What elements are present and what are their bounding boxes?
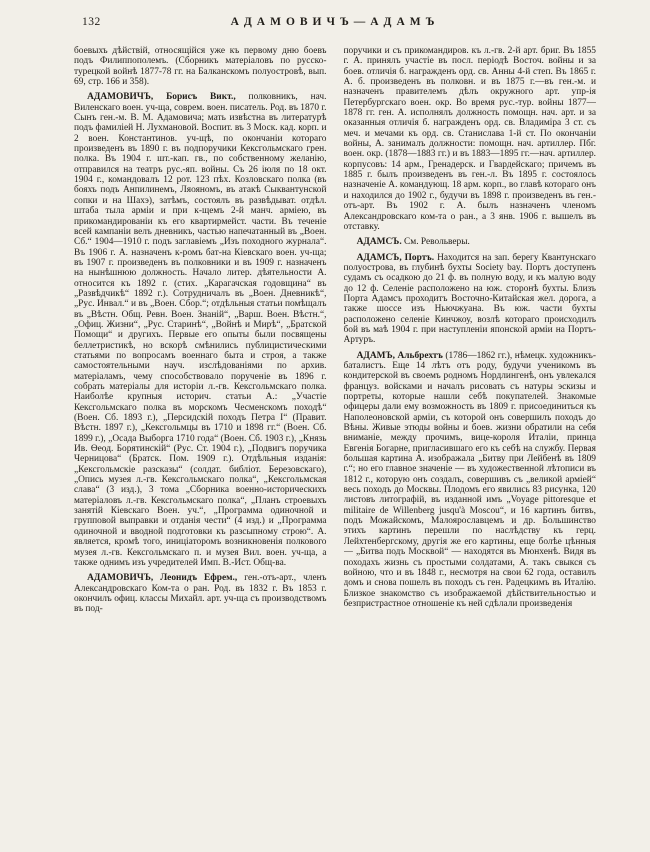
entry-headword: АДАМЪ, Альбрехтъ (356, 350, 446, 361)
entry-headword: АДАМСЪ. (356, 237, 405, 248)
entry-paragraph: АДАМОВИЧЪ, Леонидъ Ефрем., ген.-отъ-арт., членъ Александровскаго Ком-та о ран. Род. въ 1832 г. Въ 1853 г. окончилъ офиц. классы Михайл. арт. уч-ща съ производствомъ въ под- (74, 573, 327, 615)
running-header (74, 16, 596, 34)
continuation-paragraph: поручики и съ прикомандиров. къ л.-гв. 2-й арт. бриг. Въ 1855 г. А. принялъ участіе въ посл. періодѣ Восточ. войны и за боев. отличія б. награжденъ орд. св. Анны 4-й степ. Въ 1865 г. А. б. произведенъ въ полковн. и въ 1875 г.—въ ген.-м. и назначенъ правителемъ дѣлъ окружного арт. упр-ія Петербургскаго воен. окр. Во время рус.-тур. войны 1877—1878 гг. ген. А. исполнялъ должность помощн. нач. арт. и за оказанныя отличія б. награжденъ орд. св. Владиміра 3 ст. съ меч. и мечами къ орд. св. Станислава 1-й ст. По окончаніи войны, А. занималъ должности: помощн. нач. артиллер. Пбг. воен. окр. (1878—1883 гг.) и въ 1883—1895 гг.—нач. артиллер. корпусовъ: 14 арм., Гренадерск. и Гвардейскаго; причемъ въ 1885 г. былъ произведенъ въ ген.-л. Въ 1895 г. состоялось назначеніе А. командующ. 18 арм. корп., во главѣ котораго онъ и находился до 1902 г., будучи въ 1898 г. произведенъ въ ген.-отъ-арт. Въ 1902 г. А. былъ назначенъ членомъ Александровскаго ком-та о ран., а 3 янв. 1906 г. вышелъ въ отставку. (343, 46, 596, 232)
continuation-paragraph: боевыхъ дѣйствій, относящійся уже къ первому дню боевъ подъ Филиппополемъ. (Сборникъ матеріаловъ по русско-турецкой войнѣ 1877-78 гг. на Балканскомъ полуостровѣ, вып. 69, стр. 166 и 358). (74, 46, 327, 88)
entry-paragraph: АДАМОВИЧЪ, Борисъ Викт., полковникъ, нач. Виленскаго воен. уч-ща, соврем. воен. писатель. Род. въ 1870 г. Сынъ ген.-м. В. М. Адамовича; мать извѣстна въ литературѣ подъ фамиліей Н. Лухмановой. Воспит. въ 3 Моск. кад. корп. и 2 воен. Константинов. уч-щѣ, по окончаніи котораго произведенъ въ 1890 г. въ подпоручики Кексгольмскаго грен. полка. Въ 1904 г. шт.-кап. гв., по собственному желанію, отправился на театръ рус.-яп. войны. Съ 26 іюля по 18 окт. 1904 г., командовалъ 12 рот. 123 пѣх. Козловскаго полка (въ бояхъ подъ Анпилинемъ, Ляояномъ, въ атакѣ Сыквантунской сопки и на Шахэ), затѣмъ, состоялъ въ развѣдыват. отдѣл. штаба тыла арміи и при к-щемъ 2-й манч. арміею, въ прикомандированіи къ его квартирмейст. части. Въ теченіе всей кампаніи велъ дневникъ, частью напечатанный въ „Воен. Сб.“ 1904—1910 г. подъ заглавіемъ „Изъ походного журнала“. Въ 1906 г. А. назначенъ к-ромъ бат-на Кіевскаго воен. уч-ща; въ 1907 г. произведенъ въ полковники и въ 1909 г. назначенъ на нынѣшнюю должность. Начало литер. дѣятельности А. относится къ 1892 г. (стих. „Карагачская годовщина“ въ „Развѣдчикѣ“ 1892 г.). Сотрудничалъ въ „Воен. Дневникѣ“, „Рус. Инвал.“ и въ „Воен. Сбор.“; отдѣльныя статьи помѣщалъ въ „Вѣстн. Общ. Ревн. Воен. Знаній“, „Варш. Воен. Вѣстн.“, „Офиц. Жизни“, „Рус. Старинѣ“, „Войнѣ и Мирѣ“, „Братской Помощи“ и другихъ. Первые его опыты были посвящены беллетристикѣ, но вскорѣ смѣнились публицистическими статьями по вопросамъ военнаго быта и строя, а также самостоятельными науч. изслѣдованіями по архив. матеріаламъ, чему способствовало порученіе въ 1896 г. собрать матеріалы для исторіи л.-гв. Кексгольмскаго полка. Наиболѣе крупныя историч. статьи А.: „Участіе Кексгольмскаго полка въ морскомъ Чесменскомъ походѣ“ (Воен. Сб. 1893 г.), „Персидскій походъ Петра I“ (Правит. Вѣстн. 1897 г.), „Кексгольмцы въ 1710 и 1898 гг.“ (Воен. Сб. 1899 г.), „Осада Выборга 1710 года“ (Воен. Сб. 1903 г.), „Князь Ив. Ѳеод. Борятинскій“ (Рус. Ст. 1904 г.), „Подвигъ поручика Черницова“ (Братск. Пом. 1909 г.). Отдѣльныя изданія: „Кексгольмскіе разсказы“ (солдат. библіот. Березовскаго), „Опись музея л.-гв. Кексгольмскаго полка“, „Кексгольмская слава“ (3 изд.), 3 тома „Сборника военно-историческихъ матеріаловъ л.-гв. Кексгольмскаго полка“, „Планъ строевыхъ занятій Кіевскаго Воен. уч.“, „Программа одиночной и групповой выправки и отданія чести“ (4 изд.) и „Программа одиночной и вводной подготовки къ разсыпному строю“. А. является, кромѣ того, иниціаторомъ возникновенія полкового музея л.-гв. Кексгольмскаго п. и музея Вил. воен. уч-ща, а также однимъ изъ учредителей Имп. В.-Ист. Общ-ва. (74, 92, 327, 568)
entry-paragraph: АДАМСЪ, Портъ. Находится на зап. берегу Квантунскаго полуострова, въ глубинѣ бухты Society bay. Портъ доступенъ судамъ съ осадкою до 21 ф. въ полную воду, и къ малую воду до 12 ф. Селеніе расположено на юж. сторонѣ бухты. Близъ Порта Адамсъ проходитъ Восточно-Китайская жел. дорога, а также шоссе изъ Ньючжуана. Въ юж. части бухты расположено селеніе Кинчжоу, возлѣ котораго происходилъ бой въ маѣ 1904 г. при наступленіи японской арміи на Портъ-Артуръ. (343, 252, 596, 346)
entry-paragraph: АДАМСЪ. См. Револьверы. (356, 237, 470, 248)
entry-paragraph: АДАМЪ, Альбрехтъ (1786—1862 гг.), нѣмецк. художникъ-баталистъ. Еще 14 лѣтъ отъ роду, будучи ученикомъ въ кондитерской въ своемъ родномъ Нордлингенѣ, онъ увлекался француз. войсками и началъ рисовать съ натуры эскизы и портреты, которые нашли себѣ покупателей. Знакомые офицеры дали ему возможность въ 1809 г. присоединиться къ Наполеоновской арміи, съ которой онъ совершилъ походъ до Вѣны. Живые этюды войны и боев. жизни обратили на себя вниманіе, между прочимъ, вице-короля Италіи, принца Евгенія Богарне, пригласившаго его къ себѣ на службу. Первая большая картина А. изображала „Битву при Лейбенѣ въ 1809 г.“; но его главное значеніе — въ художественной лѣтописи въ 1812 г., которую онъ создалъ, совершивъ съ „великой арміей“ весь походъ до Москвы. Плодомъ его явились 83 рисунка, 120 листовъ литографій, въ изданной имъ „Voyage pittoresque et militaire de Willenberg jusqu'à Moscou“, и 16 картинъ битвъ, подъ Можайскомъ, Малоярославцемъ и др. Большинство этихъ картинъ перешли по наслѣдству къ герц. Лейхтенбергскому, другія же его картины, еще болѣе цѣнныя — „Битва подъ Москвой“ — находятся въ Мюнхенѣ. Видя въ походахъ жизнь съ простыми солдатами, А. такъ свыкся съ войною, что и въ 1848 г., несмотря на свои 62 года, оставилъ домъ и снова пошелъ въ походъ съ ген. Радецкимъ въ Италію. Близкое знакомство съ изображаемой дѣйствительностью и безпристрастное отношеніе къ ней сдѣлали произведенія (343, 350, 596, 609)
page-number: 132 (82, 16, 101, 28)
column-left (74, 46, 327, 826)
text-columns (74, 46, 596, 826)
entry-headword: АДАМОВИЧЪ, Борисъ Викт., (87, 92, 249, 103)
entry-headword: АДАМОВИЧЪ, Леонидъ Ефрем., (87, 573, 245, 584)
running-head-title: АДАМОВИЧЪ—АДАМЪ (230, 16, 440, 28)
column-right (344, 46, 597, 826)
entry-headword: АДАМСЪ, Портъ. (356, 252, 438, 263)
